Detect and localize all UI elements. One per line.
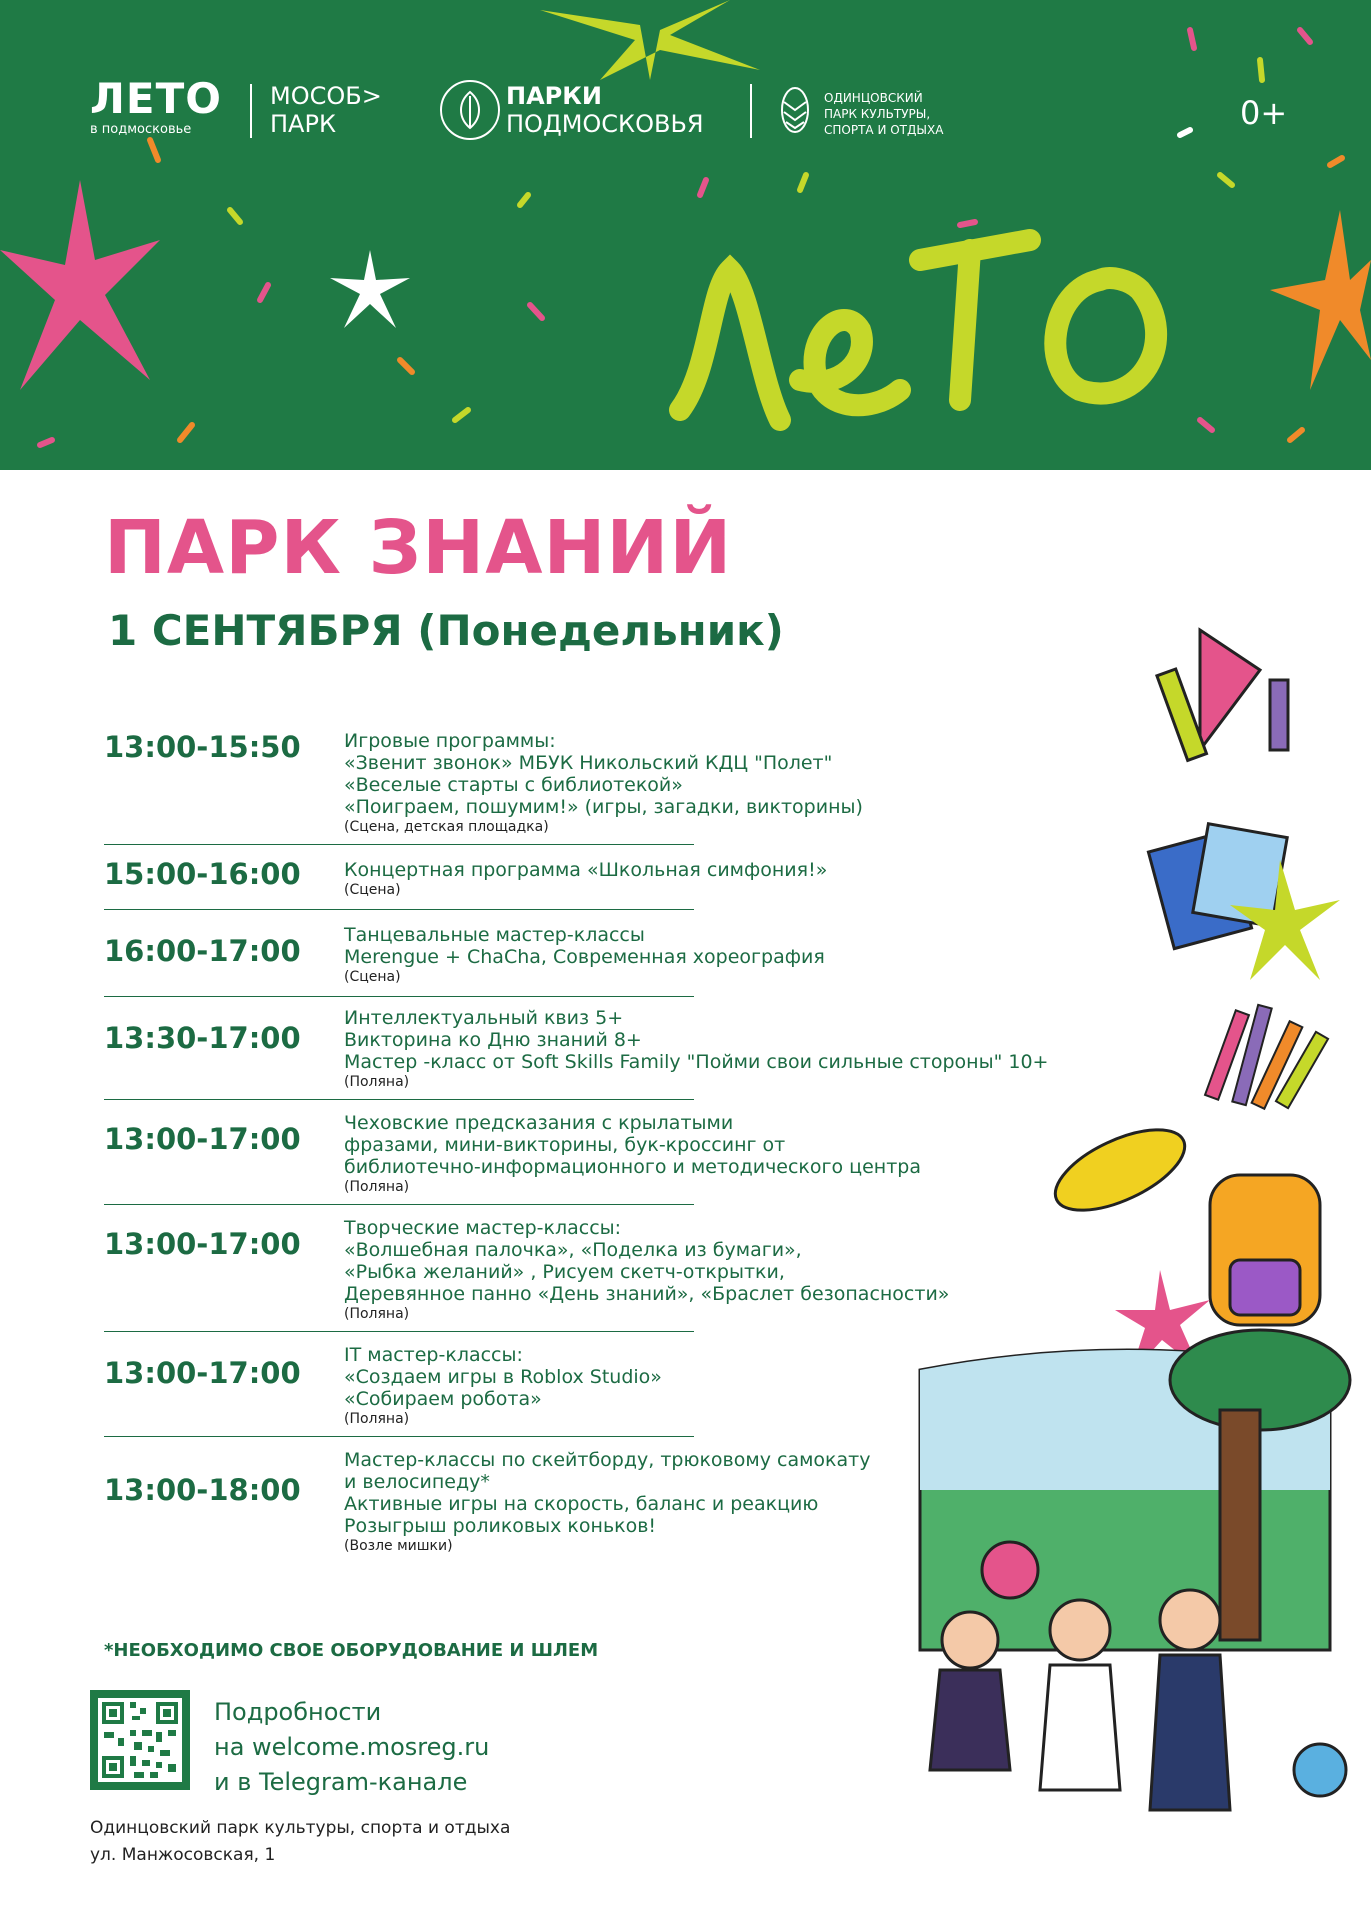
school-children-illustration <box>900 610 1360 1910</box>
schedule-location: (Поляна) <box>344 1074 410 1090</box>
page-title: ПАРК ЗНАНИЙ <box>104 505 733 591</box>
schedule-line: «Веселые старты с библиотекой» <box>344 774 683 796</box>
pencils-icon <box>1205 1005 1328 1109</box>
schedule-time: 16:00-17:00 <box>104 934 301 968</box>
schedule-time: 13:30-17:00 <box>104 1021 301 1055</box>
schedule-line: Интеллектуальный квиз 5+ <box>344 1007 624 1029</box>
globe-icon <box>1294 1744 1346 1796</box>
schedule-location: (Поляна) <box>344 1179 410 1195</box>
schedule-location: (Поляна) <box>344 1306 410 1322</box>
odintsovo-logo-line2: ПАРК КУЛЬТУРЫ, <box>824 107 931 121</box>
schedule-location: (Поляна) <box>344 1411 410 1427</box>
odintsovo-logo-line1: ОДИНЦОВСКИЙ <box>824 91 923 105</box>
schedule-time: 13:00-17:00 <box>104 1356 301 1390</box>
parki-logo-line1: ПАРКИ <box>506 82 602 110</box>
schedule-line: «Поиграем, пошумим!» (игры, загадки, викторины) <box>344 796 863 818</box>
website-link[interactable]: на welcome.mosreg.ru <box>214 1733 490 1761</box>
schedule-line: «Создаем игры в Roblox Studio» <box>344 1366 662 1388</box>
schedule-time: 13:00-18:00 <box>104 1473 301 1507</box>
schedule-location: (Сцена, детская площадка) <box>344 819 549 835</box>
qr-code[interactable] <box>90 1690 190 1790</box>
schedule-time: 15:00-16:00 <box>104 857 301 891</box>
schedule-time: 13:00-17:00 <box>104 1227 301 1261</box>
schedule-line: Концертная программа «Школьная симфония!» <box>344 859 828 881</box>
address <box>90 1815 510 1869</box>
schedule-line: Мастер-классы по скейтборду, трюковому самокату <box>344 1449 871 1471</box>
schedule-row <box>104 720 863 845</box>
equipment-note: *НЕОБХОДИМО СВОЕ ОБОРУДОВАНИЕ И ШЛЕМ <box>104 1640 599 1661</box>
schedule-location: (Сцена) <box>344 882 401 898</box>
ruler-icon <box>1157 630 1288 760</box>
schedule-row <box>104 1437 871 1563</box>
address-line: ул. Манжосовская, 1 <box>90 1845 276 1865</box>
schedule-line: Творческие мастер-классы: <box>344 1217 622 1239</box>
schedule-line: Мастер -класс от Soft Skills Family "Пойми свои сильные стороны" 10+ <box>344 1051 1049 1073</box>
schedule-line: Игровые программы: <box>344 730 556 752</box>
schedule-time: 13:00-17:00 <box>104 1122 301 1156</box>
schedule-line: Активные игры на скорость, баланс и реакцию <box>344 1493 819 1515</box>
backpack-icon <box>1210 1175 1320 1325</box>
schedule-line: Розыгрыш роликовых коньков! <box>344 1515 657 1537</box>
parki-logo-line2: ПОДМОСКОВЬЯ <box>506 110 704 138</box>
flowers-icon <box>982 1542 1038 1598</box>
details-text <box>214 1695 489 1800</box>
schedule-line: библиотечно-информационного и методического центра <box>344 1156 921 1178</box>
schedule-row <box>104 997 1049 1100</box>
schedule-line: «Рыбка желаний» , Рисуем скетч-открытки, <box>344 1261 785 1283</box>
header-banner <box>0 0 1371 470</box>
schedule-row <box>104 910 825 997</box>
schedule-line: Чеховские предсказания с крылатыми <box>344 1112 734 1134</box>
pencil-case-icon <box>1044 1113 1196 1227</box>
schedule-line: Викторина ко Дню знаний 8+ <box>344 1029 642 1051</box>
children-figures <box>930 1590 1230 1810</box>
schedule-line: Merengue + ChaCha, Современная хореография <box>344 946 825 968</box>
schedule-line: «Собираем робота» <box>344 1388 542 1410</box>
age-rating: 0+ <box>1240 94 1288 132</box>
leto-logo-sub: в подмосковье <box>90 122 192 137</box>
schedule-row <box>104 845 828 910</box>
schedule-line: «Волшебная палочка», «Поделка из бумаги», <box>344 1239 802 1261</box>
odintsovo-logo-line3: СПОРТА И ОТДЫХА <box>824 123 944 137</box>
schedule-line: Деревянное панно «День знаний», «Браслет безопасности» <box>344 1283 950 1305</box>
schedule-location: (Сцена) <box>344 969 401 985</box>
schedule-location: (Возле мишки) <box>344 1538 453 1554</box>
details-line: и в Telegram-канале <box>214 1768 468 1796</box>
page-subtitle: 1 СЕНТЯБРЯ (Понедельник) <box>108 606 784 655</box>
schedule-row <box>104 1332 694 1437</box>
schedule-line: фразами, мини-викторины, бук-кроссинг от <box>344 1134 786 1156</box>
schedule-row <box>104 1205 950 1332</box>
schedule-line: IT мастер-классы: <box>344 1344 523 1366</box>
schedule-row <box>104 1100 921 1205</box>
schedule-line: Танцевальные мастер-классы <box>344 924 645 946</box>
schedule-line: и велосипеду* <box>344 1471 490 1493</box>
schedule-time: 13:00-15:50 <box>104 730 301 764</box>
leto-logo-text: ЛЕТО <box>90 74 222 123</box>
details-line: Подробности <box>214 1698 382 1726</box>
leto-script-lettering <box>640 140 1200 450</box>
schedule-line: «Звенит звонок» МБУК Никольский КДЦ "Полет" <box>344 752 833 774</box>
address-line: Одинцовский парк культуры, спорта и отдыха <box>90 1818 511 1838</box>
mosoblpark-logo-line1: МОСОБ> <box>270 82 382 110</box>
mosoblpark-logo-line2: ПАРК <box>270 110 336 138</box>
